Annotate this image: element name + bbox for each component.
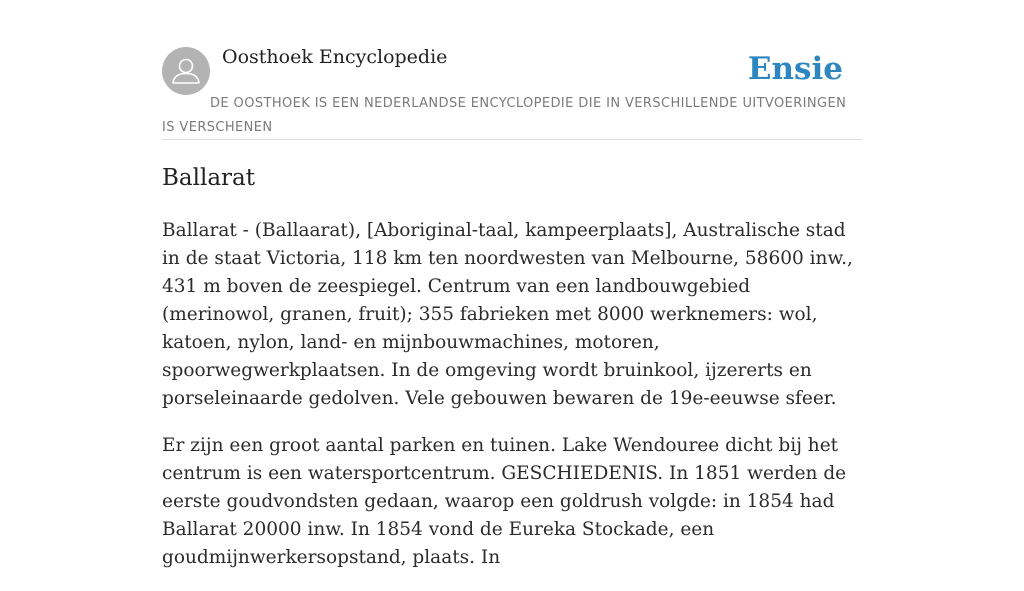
article-paragraph-2: Er zijn een groot aantal parken en tuinen. Lake Wendouree dicht bij het centrum is een watersportcentrum. GESCHIEDENIS. In 1851 werden de eerste goudvondsten gedaan, waarop een goldrush volgde: in 1854 had Ballarat 20000 inw. In 1854 vond de Eureka Stockade, een goudmijnwerkersopstand, plaats. In xyxy=(162,435,847,568)
site-header xyxy=(162,46,862,140)
article-title: Ballarat xyxy=(162,165,255,191)
brand-logo[interactable]: Ensie xyxy=(747,51,843,87)
article xyxy=(162,162,864,591)
article-paragraph-1: Ballarat - (Ballaarat), [Aboriginal-taal, kampeerplaats], Australische stad in de staat Victoria, 118 km ten noordwesten van Melbourne, 58600 inw., 431 m boven de zeespiegel. Centrum van een landbouwgebied (merinowol, granen, fruit); 355 fabrieken met 8000 werknemers: wol, katoen, nylon, land- en mijnbouwmachines, motoren, spoorwegwerkplaatsen. In de omgeving wordt bruinkool, ijzererts en porseleinaarde gedolven. Vele gebouwen bewaren de 19e-eeuwse sfeer. xyxy=(162,220,853,409)
user-silhouette-icon[interactable] xyxy=(162,47,210,95)
avatar-graphic xyxy=(162,47,210,95)
site-tagline: DE OOSTHOEK IS EEN NEDERLANDSE ENCYCLOPEDIE DIE IN VERSCHILLENDE UITVOERINGEN IS VERSCHENEN xyxy=(162,96,847,135)
site-name[interactable]: Oosthoek Encyclopedie xyxy=(222,46,448,68)
